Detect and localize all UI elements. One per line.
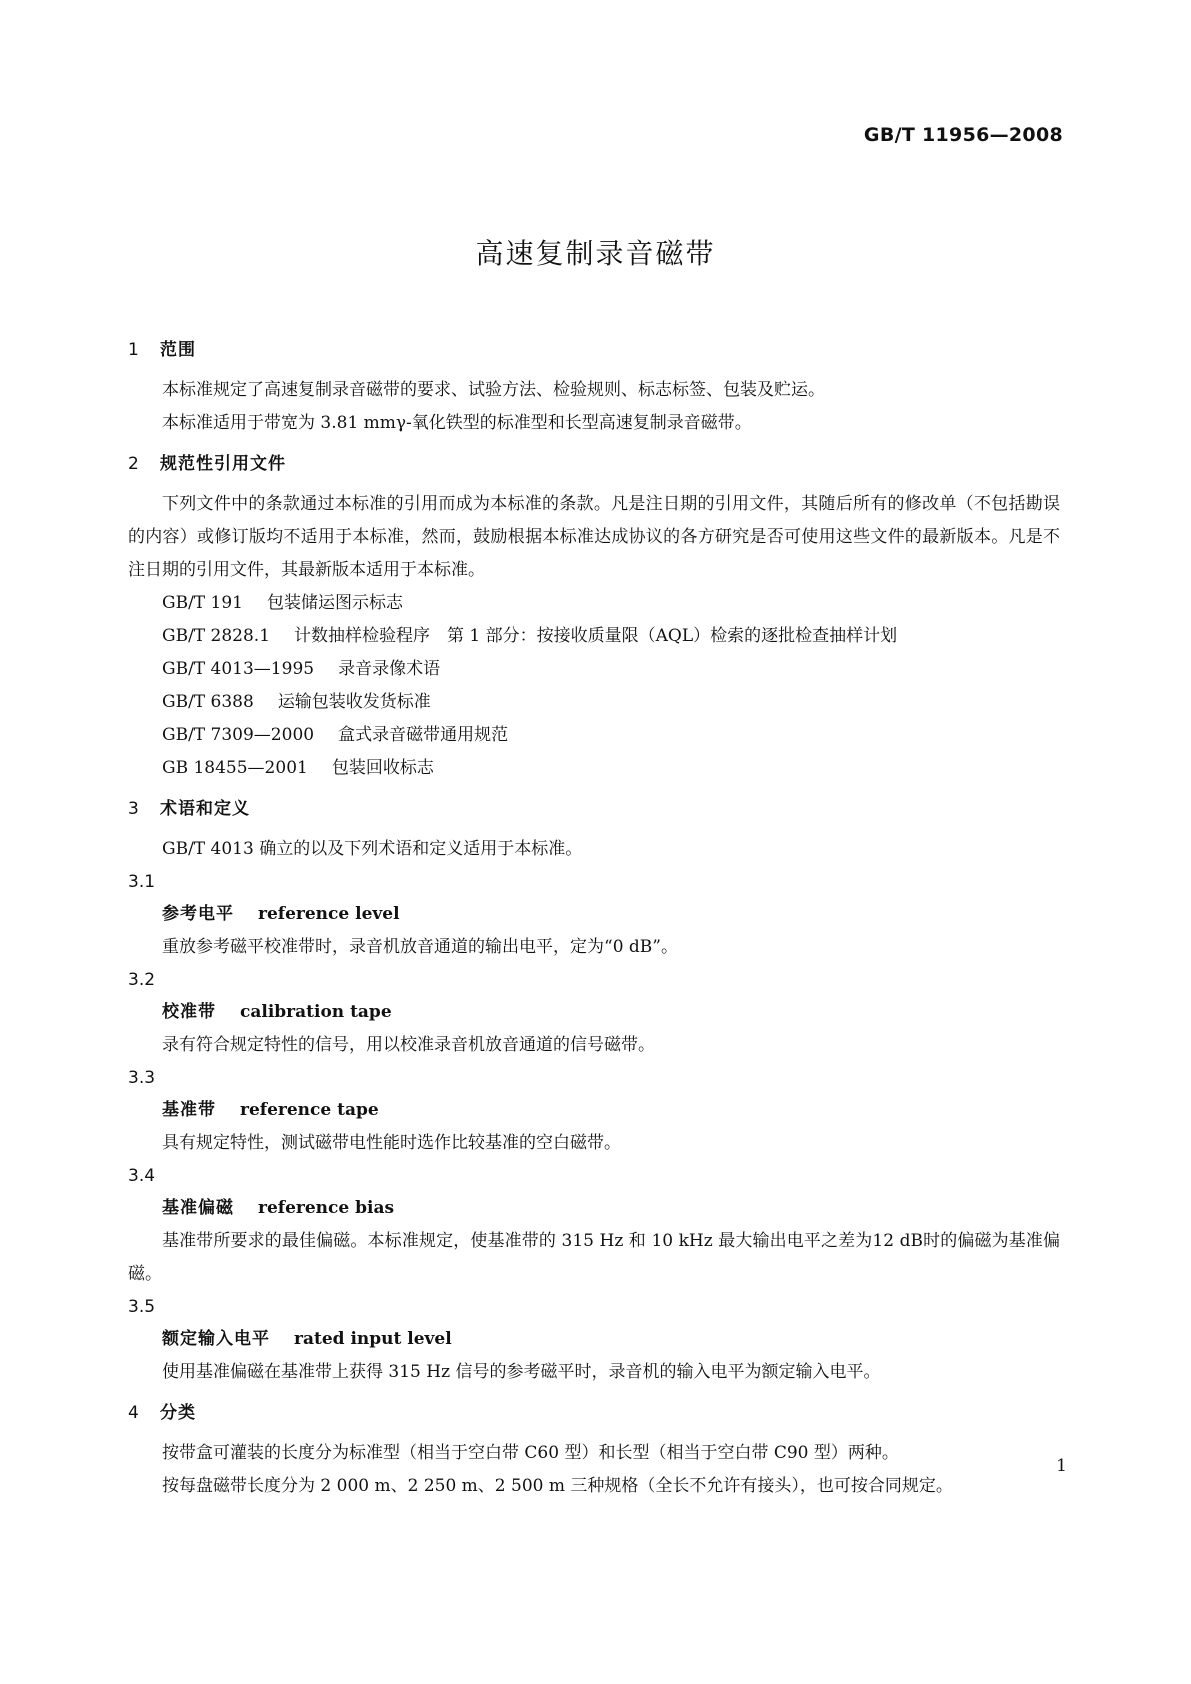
term-heading [128,1094,1060,1127]
section-4-heading [128,1397,1060,1429]
reference-item [128,587,1060,620]
term-definition: 使用基准偏磁在基准带上获得 315 Hz 信号的参考磁平时，录音机的输入电平为额定输入电平。 [162,1362,881,1382]
section-number: 3 [128,799,139,819]
reference-item [128,620,1060,653]
reference-code: GB/T 4013—1995 [162,659,315,679]
reference-code: GB/T 191 [162,593,243,613]
paragraph: 下列文件中的条款通过本标准的引用而成为本标准的条款。凡是注日期的引用文件，其随后所有的修改单（不包括勘误的内容）或修订版均不适用于本标准，然而，鼓励根据本标准达成协议的各方研究是否可使用这些文件的最新版本。凡是不注日期的引用文件，其最新版本适用于本标准。 [128,494,1060,580]
paragraph: 按每盘磁带长度分为 2 000 m、2 250 m、2 500 m 三种规格（全长不允许有接头），也可按合同规定。 [162,1476,953,1496]
section-title: 术语和定义 [160,799,250,819]
paragraph: 本标准适用于带宽为 3.81 mmγ-氧化铁型的标准型和长型高速复制录音磁带。 [162,413,752,433]
page-number: 1 [1056,1456,1067,1476]
section-title: 规范性引用文件 [160,454,286,474]
paragraph: 按带盒可灌装的长度分为标准型（相当于空白带 C60 型）和长型（相当于空白带 C90 型）两种。 [162,1443,899,1463]
term-number: 3.3 [128,1068,156,1088]
reference-title: 录音录像术语 [338,659,441,679]
term-definition: 具有规定特性，测试磁带电性能时选作比较基准的空白磁带。 [162,1133,621,1153]
term-heading [128,898,1060,931]
section-title: 范围 [160,340,196,360]
term-chinese: 基准带 [162,1100,216,1120]
document-title: 高速复制录音磁带 [475,237,716,270]
reference-title: 盒式录音磁带通用规范 [338,725,509,745]
term-heading [128,1323,1060,1356]
term-heading [128,996,1060,1029]
reference-item [128,686,1060,719]
reference-title: 包装储运图示标志 [267,593,403,613]
term-number: 3.2 [128,970,156,990]
reference-code: GB/T 7309—2000 [162,725,315,745]
section-number: 2 [128,454,139,474]
document-body [128,334,1060,1503]
term-english: rated input level [294,1329,452,1349]
section-2-heading [128,448,1060,480]
reference-title: 计数抽样检验程序 第 1 部分：按接收质量限（AQL）检索的逐批检查抽样计划 [294,626,898,646]
term-english: reference tape [240,1100,379,1120]
term-definition: 基准带所要求的最佳偏磁。本标准规定，使基准带的 315 Hz 和 10 kHz 最大输出电平之差为12 dB时的偏磁为基准偏磁。 [128,1231,1060,1284]
term-number: 3.5 [128,1297,156,1317]
reference-code: GB 18455—2001 [162,758,308,778]
term-number: 3.1 [128,872,156,892]
section-number: 4 [128,1403,139,1423]
standard-code: GB/T 11956—2008 [863,124,1063,146]
section-1-heading [128,334,1060,366]
term-number: 3.4 [128,1166,156,1186]
reference-code: GB/T 2828.1 [162,626,271,646]
term-chinese: 校准带 [162,1002,216,1022]
paragraph: GB/T 4013 确立的以及下列术语和定义适用于本标准。 [162,839,583,859]
term-english: reference level [258,904,400,924]
reference-title: 运输包装收发货标准 [277,692,431,712]
reference-code: GB/T 6388 [162,692,254,712]
term-heading [128,1192,1060,1225]
reference-item [128,653,1060,686]
term-chinese: 基准偏磁 [162,1198,234,1218]
term-chinese: 额定输入电平 [162,1329,270,1349]
section-number: 1 [128,340,139,360]
section-title: 分类 [160,1403,196,1423]
term-english: calibration tape [240,1002,392,1022]
term-chinese: 参考电平 [162,904,234,924]
paragraph: 本标准规定了高速复制录音磁带的要求、试验方法、检验规则、标志标签、包装及贮运。 [162,380,825,400]
reference-item [128,752,1060,785]
term-english: reference bias [258,1198,395,1218]
term-definition: 重放参考磁平校准带时，录音机放音通道的输出电平，定为“0 dB”。 [162,937,678,957]
section-3-heading [128,793,1060,825]
reference-title: 包装回收标志 [331,758,434,778]
term-definition: 录有符合规定特性的信号，用以校准录音机放音通道的信号磁带。 [162,1035,655,1055]
reference-item [128,719,1060,752]
